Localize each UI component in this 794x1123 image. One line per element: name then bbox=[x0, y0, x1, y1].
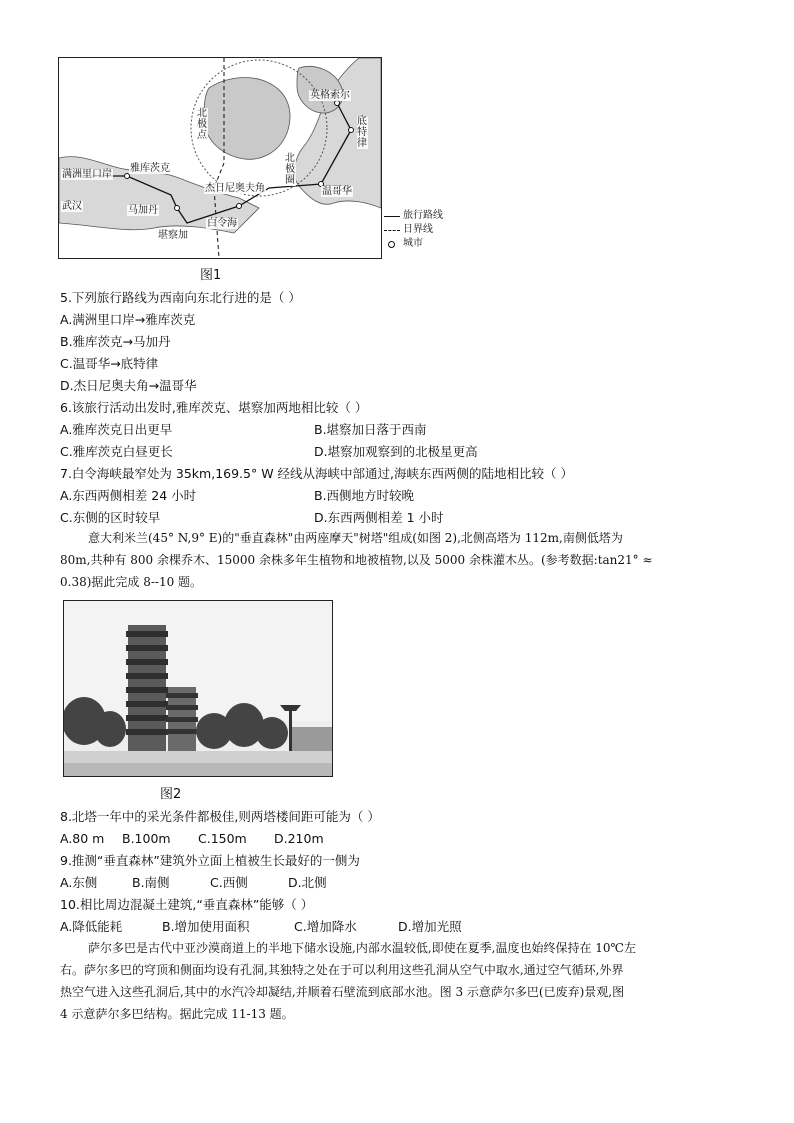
figure-2-caption: 图2 bbox=[160, 787, 182, 802]
legend-route: 旅行路线 bbox=[384, 209, 443, 223]
city-marker-magadan bbox=[175, 206, 180, 211]
label-magadan: 马加丹 bbox=[128, 205, 158, 216]
q10-option-d: D.增加光照 bbox=[398, 919, 462, 934]
city-marker-yakutsk bbox=[125, 174, 130, 179]
q9-option-c: C.西侧 bbox=[210, 875, 248, 890]
dateline-icon bbox=[384, 230, 400, 231]
q6-option-d: D.堪察加观察到的北极星更高 bbox=[314, 444, 478, 459]
vertical-forest-photo bbox=[64, 601, 332, 776]
label-kamchatka: 堪察加 bbox=[158, 230, 188, 241]
q8-option-b: B.100m bbox=[122, 831, 171, 846]
q6-option-c: C.雅库茨克白昼更长 bbox=[60, 444, 173, 459]
label-wuhan: 武汉 bbox=[62, 201, 82, 212]
q7-option-c: C.东侧的区时较早 bbox=[60, 510, 161, 525]
city-marker-detroit bbox=[349, 128, 354, 133]
q8-options bbox=[60, 828, 324, 850]
passage-1-line-3: 0.38)据此完成 8--10 题。 bbox=[60, 575, 203, 589]
label-cape-chelyuskin: 杰日尼奥夫角 bbox=[205, 183, 265, 194]
q6-stem: 6.该旅行活动出发时,雅库茨克、堪察加两地相比较（ ） bbox=[60, 400, 368, 415]
q9-stem: 9.推测“垂直森林”建筑外立面上植被生长最好的一侧为 bbox=[60, 853, 360, 868]
label-yakutsk: 雅库茨克 bbox=[130, 163, 170, 174]
q10-option-a: A.降低能耗 bbox=[60, 919, 123, 934]
q9-options bbox=[60, 872, 327, 894]
passage-2-line-4: 4 示意萨尔多巴结构。据此完成 11-13 题。 bbox=[60, 1007, 294, 1021]
q8-stem: 8.北塔一年中的采光条件都极佳,则两塔楼间距可能为（ ） bbox=[60, 809, 380, 824]
label-bering-strait: 白令海 bbox=[207, 218, 237, 229]
city-marker-england bbox=[335, 101, 340, 106]
route-line-icon bbox=[384, 216, 400, 217]
q8-option-d: D.210m bbox=[274, 831, 324, 846]
q7-stem: 7.白令海峡最窄处为 35km,169.5° W 经线从海峡中部通过,海峡东西两侧的陆地相比较（ ） bbox=[60, 466, 573, 481]
legend-city: 城市 bbox=[384, 237, 443, 251]
passage-2-line-2: 右。萨尔多巴的穹顶和侧面均设有孔洞,其独特之处在于可以利用这些孔洞从空气中取水,通过空气循环,外界 bbox=[60, 963, 624, 977]
q6-option-a: A.雅库茨克日出更早 bbox=[60, 422, 173, 437]
q9-option-a: A.东侧 bbox=[60, 875, 98, 890]
figure-2-photo bbox=[63, 600, 333, 777]
q9-option-d: D.北侧 bbox=[288, 875, 327, 890]
label-england: 英格索尔 bbox=[310, 90, 350, 101]
city-circle-icon bbox=[388, 241, 395, 248]
q5-option-d: D.杰日尼奥夫角→温哥华 bbox=[60, 378, 197, 393]
figure-1-legend bbox=[384, 209, 443, 251]
q8-option-c: C.150m bbox=[198, 831, 247, 846]
q5-stem: 5.下列旅行路线为西南向东北行进的是（ ） bbox=[60, 290, 301, 305]
label-detroit: 底特律 bbox=[357, 116, 367, 149]
city-marker-cape bbox=[237, 204, 242, 209]
q10-stem: 10.相比周边混凝土建筑,“垂直森林”能够（ ） bbox=[60, 897, 314, 912]
passage-2-line-3: 热空气进入这些孔洞后,其中的水汽冷却凝结,并顺着石壁流到底部水池。图 3 示意萨尔多巴(已废弃)景观,图 bbox=[60, 985, 625, 999]
q8-option-a: A.80 m bbox=[60, 831, 105, 846]
q5-option-b: B.雅库茨克→马加丹 bbox=[60, 334, 171, 349]
figure-1-caption: 图1 bbox=[200, 268, 222, 283]
figure-1-map bbox=[58, 57, 382, 259]
arctic-islands bbox=[204, 78, 290, 160]
q7-option-d: D.东西两侧相差 1 小时 bbox=[314, 510, 444, 525]
label-north-pole: 北极点 bbox=[197, 108, 207, 141]
q10-option-c: C.增加降水 bbox=[294, 919, 357, 934]
label-manzhouli: 满洲里口岸 bbox=[62, 169, 112, 180]
passage-1-line-2: 80m,共种有 800 余棵乔木、15000 余株多年生植物和地被植物,以及 5000 余株灌木丛。(参考数据:tan21° ≈ bbox=[60, 553, 653, 567]
q9-option-b: B.南侧 bbox=[132, 875, 170, 890]
passage-2-line-1: 萨尔多巴是古代中亚沙漠商道上的半地下储水设施,内部水温较低,即使在夏季,温度也始终保持在 10℃左 bbox=[88, 941, 636, 955]
q5-option-a: A.满洲里口岸→雅库茨克 bbox=[60, 312, 196, 327]
q6-option-b: B.堪察加日落于西南 bbox=[314, 422, 427, 437]
q10-option-b: B.增加使用面积 bbox=[162, 919, 250, 934]
label-arctic-circle: 北极圈 bbox=[285, 153, 295, 186]
legend-dateline: 日界线 bbox=[384, 223, 443, 237]
q10-options bbox=[60, 916, 462, 938]
q5-option-c: C.温哥华→底特律 bbox=[60, 356, 159, 371]
q7-option-a: A.东西两侧相差 24 小时 bbox=[60, 488, 197, 503]
q7-option-b: B.西侧地方时较晚 bbox=[314, 488, 415, 503]
passage-1-line-1: 意大利米兰(45° N,9° E)的"垂直森林"由两座摩天"树塔"组成(如图 2),北侧高塔为 112m,南侧低塔为 bbox=[88, 531, 623, 545]
label-vancouver: 温哥华 bbox=[322, 186, 352, 197]
